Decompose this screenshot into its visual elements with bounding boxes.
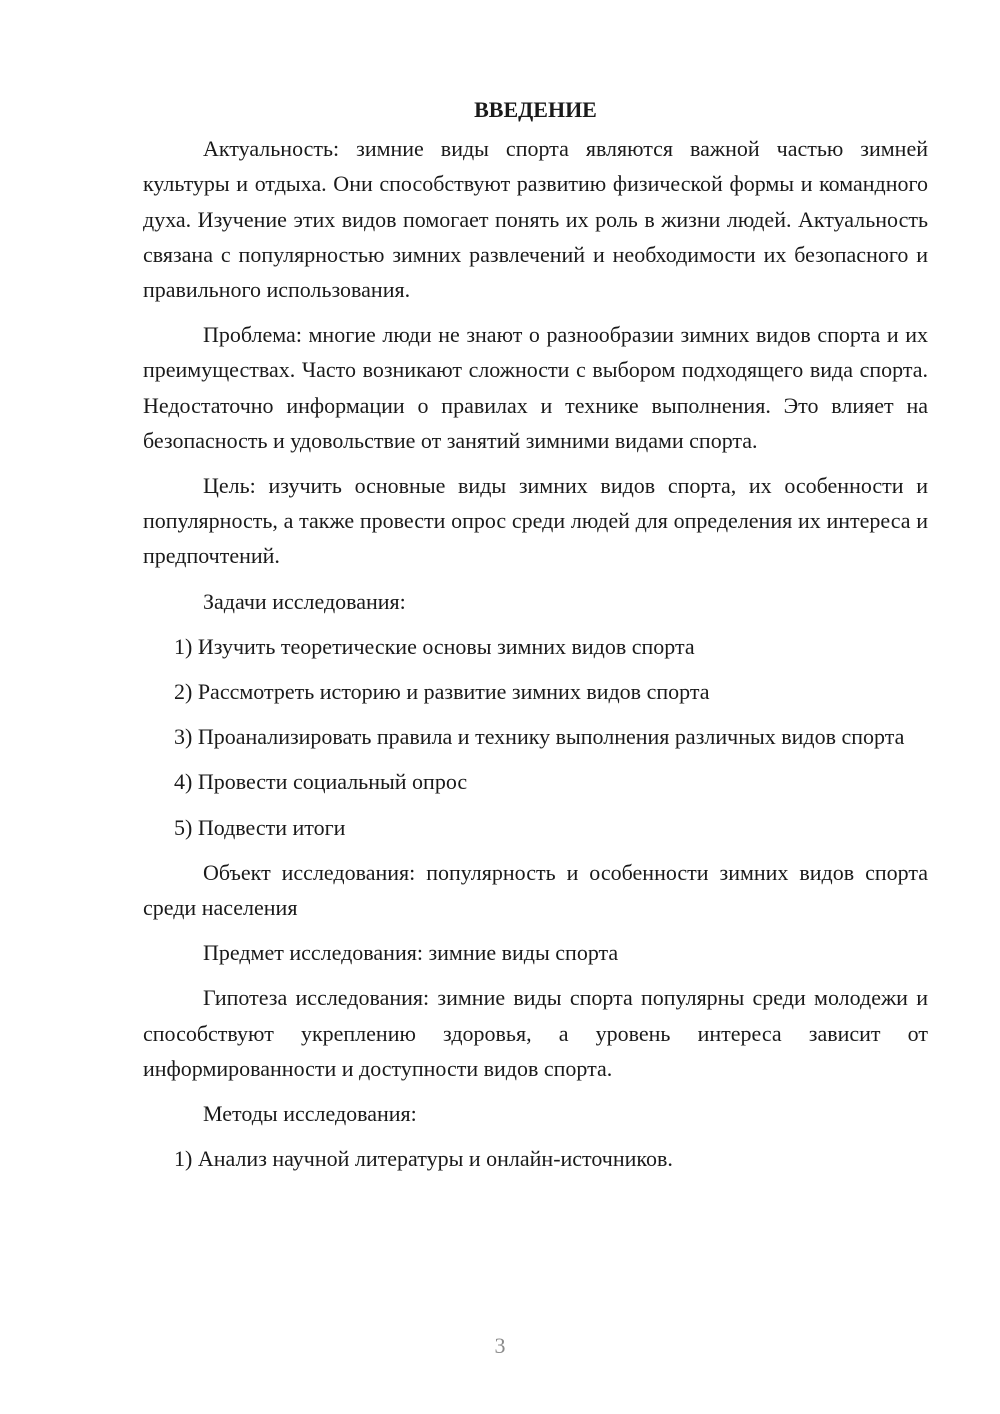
problem-paragraph: Проблема: многие люди не знают о разнообразии зимних видов спорта и их преимуществах. Часто возникают сложности с выбором подходящего вида спорта. Недостаточно информации о правилах и технике выполнения. Это влияет на безопасность и удовольствие от занятий зимними видами спорта. (143, 322, 928, 453)
section-heading: ВВЕДЕНИЕ (474, 97, 597, 122)
task-item: 3) Проанализировать правила и технику выполнения различных видов спорта (174, 724, 905, 750)
task-item: 4) Провести социальный опрос (174, 769, 468, 795)
task-item: 2) Рассмотреть историю и развитие зимних видов спорта (174, 679, 710, 705)
task-item: 1) Изучить теоретические основы зимних видов спорта (174, 633, 695, 659)
subject-paragraph: Предмет исследования: зимние виды спорта (203, 940, 619, 966)
document-page (143, 92, 928, 1186)
object-paragraph: Объект исследования: популярность и особенности зимних видов спорта среди населения (143, 859, 928, 921)
relevance-paragraph: Актуальность: зимние виды спорта являются важной частью зимней культуры и отдыха. Они способствуют развитию физической формы и командного духа. Изучение этих видов помогает понять их роль в жизни людей. Актуальность связана с популярностью зимних развлечений и необходимости их безопасного и правильного использования. (143, 136, 928, 303)
page-number: 3 (494, 1333, 506, 1358)
tasks-title: Задачи исследования: (203, 588, 406, 614)
hypothesis-paragraph: Гипотеза исследования: зимние виды спорта популярны среди молодежи и способствуют укреплению здоровья, а уровень интереса зависит от информированности и доступности видов спорта. (143, 985, 928, 1081)
method-item: 1) Анализ научной литературы и онлайн-источников. (174, 1146, 673, 1172)
methods-title: Методы исследования: (203, 1101, 417, 1127)
goal-paragraph: Цель: изучить основные виды зимних видов спорта, их особенности и популярность, а также провести опрос среди людей для определения их интереса и предпочтений. (143, 473, 928, 569)
task-item: 5) Подвести итоги (174, 814, 346, 840)
